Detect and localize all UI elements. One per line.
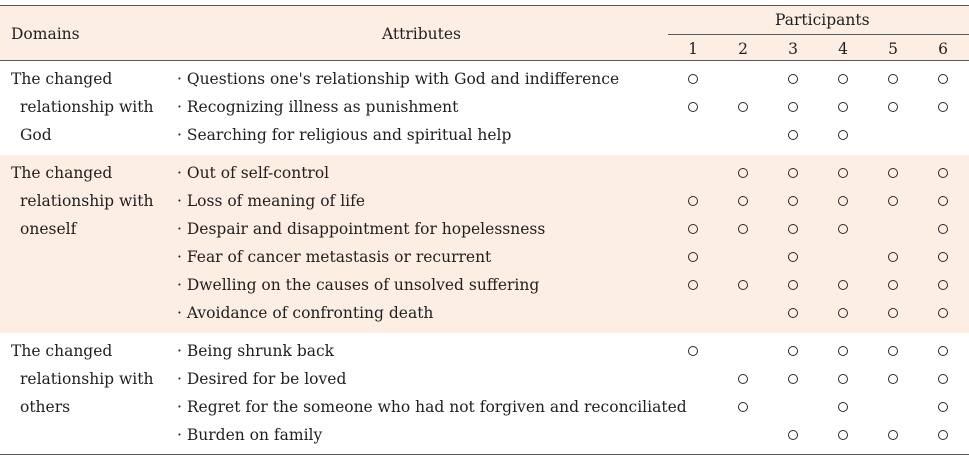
circle-mark-icon: [938, 402, 948, 412]
circle-mark-icon: [838, 168, 848, 178]
table-header: [0, 5, 969, 61]
circle-mark-icon: [738, 224, 748, 234]
circle-mark-icon: [688, 102, 698, 112]
participant-number: 4: [838, 40, 848, 58]
circle-mark-icon: [788, 224, 798, 234]
table-row: [0, 188, 969, 216]
circle-mark-icon: [888, 308, 898, 318]
circle-mark-icon: [938, 374, 948, 384]
circle-mark-icon: [788, 308, 798, 318]
circle-mark-icon: [838, 308, 848, 318]
table-row: [0, 338, 969, 366]
table-row: [0, 272, 969, 300]
domain-label: The changed: [11, 70, 113, 88]
circle-mark-icon: [688, 74, 698, 84]
circle-mark-icon: [688, 196, 698, 206]
circle-mark-icon: [838, 102, 848, 112]
circle-mark-icon: [688, 346, 698, 356]
circle-mark-icon: [888, 252, 898, 262]
circle-mark-icon: [788, 280, 798, 290]
circle-mark-icon: [788, 168, 798, 178]
circle-mark-icon: [938, 196, 948, 206]
circle-mark-icon: [838, 74, 848, 84]
participants-divider: [668, 34, 969, 35]
participant-number: 2: [738, 40, 748, 58]
circle-mark-icon: [738, 102, 748, 112]
table-row: [0, 300, 969, 328]
attribute-label: · Avoidance of confronting death: [177, 304, 433, 322]
circle-mark-icon: [688, 224, 698, 234]
attribute-label: · Fear of cancer metastasis or recurrent: [177, 248, 491, 266]
circle-mark-icon: [738, 168, 748, 178]
attribute-label: · Burden on family: [177, 426, 322, 444]
circle-mark-icon: [938, 280, 948, 290]
circle-mark-icon: [738, 374, 748, 384]
circle-mark-icon: [788, 196, 798, 206]
participant-number: 5: [888, 40, 898, 58]
circle-mark-icon: [788, 74, 798, 84]
domain-label: others: [20, 398, 71, 416]
attribute-label: · Loss of meaning of life: [177, 192, 365, 210]
circle-mark-icon: [938, 224, 948, 234]
attribute-label: · Being shrunk back: [177, 342, 334, 360]
table-row: [0, 160, 969, 188]
domain-label: The changed: [11, 164, 113, 182]
attribute-label: · Dwelling on the causes of unsolved suffering: [177, 276, 539, 294]
table-body: [0, 61, 969, 455]
circle-mark-icon: [888, 374, 898, 384]
circle-mark-icon: [738, 402, 748, 412]
circle-mark-icon: [788, 102, 798, 112]
circle-mark-icon: [888, 430, 898, 440]
participant-number: 1: [688, 40, 698, 58]
attribute-label: · Despair and disappointment for hopelessness: [177, 220, 545, 238]
circle-mark-icon: [938, 102, 948, 112]
table-row: [0, 66, 969, 94]
circle-mark-icon: [838, 346, 848, 356]
attribute-label: · Desired for be loved: [177, 370, 346, 388]
circle-mark-icon: [788, 374, 798, 384]
participants-table: [0, 5, 969, 455]
domain-group: [0, 333, 969, 455]
circle-mark-icon: [888, 168, 898, 178]
circle-mark-icon: [738, 280, 748, 290]
circle-mark-icon: [938, 430, 948, 440]
circle-mark-icon: [838, 280, 848, 290]
circle-mark-icon: [888, 280, 898, 290]
circle-mark-icon: [938, 346, 948, 356]
circle-mark-icon: [688, 280, 698, 290]
circle-mark-icon: [838, 224, 848, 234]
table-row: [0, 244, 969, 272]
circle-mark-icon: [738, 196, 748, 206]
table-row: [0, 422, 969, 450]
table-row: [0, 394, 969, 422]
circle-mark-icon: [888, 102, 898, 112]
circle-mark-icon: [938, 74, 948, 84]
circle-mark-icon: [888, 74, 898, 84]
domain-group: [0, 61, 969, 155]
circle-mark-icon: [888, 196, 898, 206]
circle-mark-icon: [838, 196, 848, 206]
table-row: [0, 366, 969, 394]
attribute-label: · Searching for religious and spiritual help: [177, 126, 511, 144]
circle-mark-icon: [788, 252, 798, 262]
circle-mark-icon: [688, 252, 698, 262]
attribute-label: · Regret for the someone who had not forgiven and reconciliated: [177, 398, 687, 416]
circle-mark-icon: [788, 130, 798, 140]
domain-label: oneself: [20, 220, 77, 238]
circle-mark-icon: [788, 346, 798, 356]
domain-label: relationship with: [20, 192, 154, 210]
circle-mark-icon: [938, 308, 948, 318]
circle-mark-icon: [788, 430, 798, 440]
circle-mark-icon: [838, 402, 848, 412]
circle-mark-icon: [938, 252, 948, 262]
participant-number: 3: [788, 40, 798, 58]
header-domains: Domains: [11, 25, 80, 43]
attribute-label: · Recognizing illness as punishment: [177, 98, 458, 116]
header-participants: Participants: [775, 11, 870, 29]
circle-mark-icon: [838, 430, 848, 440]
circle-mark-icon: [888, 346, 898, 356]
attribute-label: · Questions one's relationship with God and indifference: [177, 70, 619, 88]
circle-mark-icon: [938, 168, 948, 178]
domain-label: God: [20, 126, 52, 144]
domain-label: relationship with: [20, 98, 154, 116]
circle-mark-icon: [838, 130, 848, 140]
table-row: [0, 122, 969, 150]
header-attributes: Attributes: [382, 25, 462, 43]
domain-label: relationship with: [20, 370, 154, 388]
participant-number: 6: [938, 40, 948, 58]
table-row: [0, 94, 969, 122]
domain-group: [0, 155, 969, 333]
attribute-label: · Out of self-control: [177, 164, 329, 182]
circle-mark-icon: [838, 374, 848, 384]
table-row: [0, 216, 969, 244]
domain-label: The changed: [11, 342, 113, 360]
